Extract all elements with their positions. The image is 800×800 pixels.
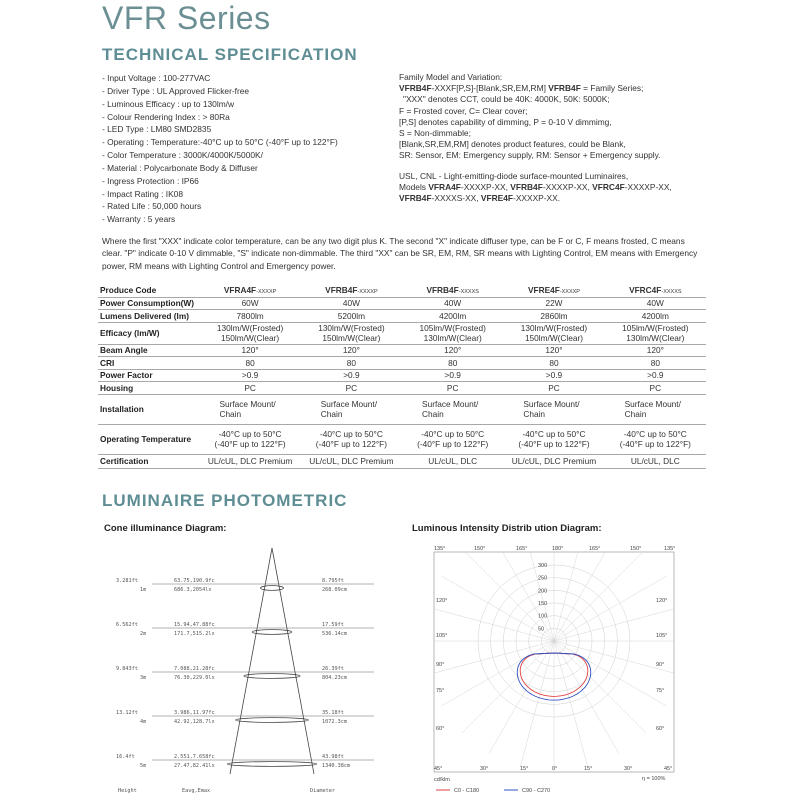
polar-radial-label: 50	[538, 626, 545, 633]
table-cell: PC	[605, 382, 706, 395]
table-cell: >0.9	[402, 369, 503, 382]
cone-illuminance-lx: 76.30,229.0lx	[174, 675, 215, 681]
cone-height-ft: 13.12ft	[116, 710, 138, 716]
polar-angle-label-left: 75°	[436, 688, 445, 694]
table-cell: 105lm/W(Frosted) 130lm/W(Clear)	[402, 322, 503, 344]
legend-c90: C90 - C270	[522, 788, 551, 794]
page-title: VFR Series	[102, 0, 271, 36]
table-cell: UL/cUL, DLC	[605, 454, 706, 468]
cone-height-m: 4m	[140, 719, 147, 725]
family-heading: Family Model and Variation:	[399, 72, 503, 82]
polar-angle-label: 180°	[552, 546, 564, 552]
cone-diameter-ft: 8.795ft	[322, 578, 344, 584]
table-cell: Surface Mount/ Chain	[503, 394, 604, 424]
spec-item: - Warranty : 5 years	[102, 214, 176, 225]
product-code: VFRA4F-XXXXP	[199, 283, 300, 297]
table-cell: >0.9	[199, 369, 300, 382]
table-cell: 130lm/W(Frosted) 150lm/W(Clear)	[301, 322, 402, 344]
family-line: S = Non-dimmable;	[399, 128, 471, 139]
table-cell: UL/cUL, DLC Premium	[503, 454, 604, 468]
table-row	[98, 344, 706, 357]
table-cell: 130lm/W(Frosted) 150lm/W(Clear)	[503, 322, 604, 344]
cone-illuminance-lx: 42.92,128.7lx	[174, 719, 215, 725]
polar-angle-label-right: 120°	[656, 598, 668, 604]
table-cell: UL/cUL, DLC Premium	[199, 454, 300, 468]
table-cell: PC	[503, 382, 604, 395]
product-code: VFRB4F-XXXXS	[402, 283, 503, 297]
cone-illuminance-fc: 2.551,7.658fc	[174, 754, 215, 760]
cone-diameter-ft: 17.59ft	[322, 622, 344, 628]
table-row	[98, 322, 706, 344]
table-cell: 40W	[301, 297, 402, 310]
polar-angle-label: 150°	[630, 546, 642, 552]
cone-illuminance-fc: 63.75,190.9fc	[174, 578, 215, 584]
table-cell: -40°C up to 50°C (-40°F up to 122°F)	[199, 424, 300, 454]
cone-diameter-cm: 804.23cm	[322, 675, 347, 681]
table-cell: Surface Mount/ Chain	[301, 394, 402, 424]
cone-diameter-ft: 35.18ft	[322, 710, 344, 716]
table-cell: PC	[301, 382, 402, 395]
cone-footer-eavg: Eavg,Emax	[182, 788, 211, 794]
row-label: Power Consumption(W)	[98, 297, 199, 310]
polar-angle-label: 165°	[516, 546, 528, 552]
spec-item: - Ingress Protection : IP66	[102, 175, 199, 186]
polar-caption: Luminous Intensity Distrib ution Diagram:	[412, 523, 602, 534]
cone-height-ft: 16.4ft	[116, 754, 135, 760]
table-cell: 40W	[605, 297, 706, 310]
table-cell: Surface Mount/ Chain	[402, 394, 503, 424]
table-cell: 105lm/W(Frosted) 130lm/W(Clear)	[605, 322, 706, 344]
row-label: Certification	[98, 454, 199, 468]
polar-radial-label: 300	[538, 563, 548, 569]
cone-illuminance-fc: 15.94,47.88fc	[174, 622, 215, 628]
family-line: Models VFRA4F-XXXXP-XX, VFRB4F-XXXXP-XX, VFRC4F-XXXXP-XX,	[399, 181, 672, 192]
table-cell: UL/cUL, DLC Premium	[301, 454, 402, 468]
polar-angle-label: 30°	[624, 766, 633, 772]
table-cell: -40°C up to 50°C (-40°F up to 122°F)	[605, 424, 706, 454]
polar-angle-label: 165°	[589, 546, 601, 552]
table-cell: 80	[402, 357, 503, 370]
table-cell: UL/cUL, DLC	[402, 454, 503, 468]
table-cell: 5200lm	[301, 310, 402, 323]
row-label: Operating Temperature	[98, 424, 199, 454]
table-header-row	[98, 283, 706, 297]
family-line: [P,S] denotes capability of dimming, P = 0-10 V dimmimg,	[399, 116, 612, 127]
spec-item: - Impact Rating : IK08	[102, 188, 183, 199]
legend-c0: C0 - C180	[454, 788, 480, 794]
polar-angle-label: 30°	[480, 766, 489, 772]
cone-height-m: 3m	[140, 675, 147, 681]
table-row	[98, 382, 706, 395]
table-cell: 80	[605, 357, 706, 370]
polar-angle-label: 135°	[664, 546, 676, 552]
spec-item: - Material : Polycarbonate Body & Diffuser	[102, 162, 258, 173]
photometric-heading: LUMINAIRE PHOTOMETRIC	[102, 491, 348, 510]
polar-unit: cd/klm	[434, 777, 450, 783]
table-cell: PC	[199, 382, 300, 395]
polar-angle-label-right: 105°	[656, 633, 668, 639]
table-cell: 40W	[402, 297, 503, 310]
table-cell: 60W	[199, 297, 300, 310]
row-label: Lumens Delivered (lm)	[98, 310, 199, 323]
table-cell: 80	[199, 357, 300, 370]
table-cell: 7800lm	[199, 310, 300, 323]
luminous-intensity-polar-diagram	[424, 542, 684, 798]
table-cell: Surface Mount/ Chain	[605, 394, 706, 424]
table-cell: 120°	[605, 344, 706, 357]
row-label: Housing	[98, 382, 199, 395]
cone-edge-left	[230, 548, 272, 774]
cone-height-m: 1m	[140, 587, 147, 593]
spec-item: - Driver Type : UL Approved Flicker-free	[102, 85, 250, 96]
table-cell: 22W	[503, 297, 604, 310]
row-label: CRI	[98, 357, 199, 370]
family-line: "XXX" denotes CCT, could be 40K: 4000K, 50K: 5000K;	[403, 94, 610, 105]
row-label: Beam Angle	[98, 344, 199, 357]
cone-ellipse	[261, 586, 284, 591]
product-spec-table	[98, 283, 706, 469]
polar-angle-label: 15°	[520, 766, 529, 772]
cone-height-ft: 3.281ft	[116, 578, 138, 584]
table-row	[98, 310, 706, 323]
table-cell: Surface Mount/ Chain	[199, 394, 300, 424]
polar-angle-label-left: 60°	[436, 726, 445, 732]
table-cell: 4200lm	[402, 310, 503, 323]
family-line: [Blank,SR,EM,RM] denotes product features, could be Blank,	[399, 139, 626, 150]
cone-illuminance-fc: 3.986,11.97fc	[174, 710, 215, 716]
cone-illuminance-fc: 7.088,21.28fc	[174, 666, 215, 672]
cone-ellipse	[227, 762, 316, 767]
row-label: Installation	[98, 394, 199, 424]
table-cell: 120°	[402, 344, 503, 357]
polar-angle-label: 0°	[552, 766, 558, 772]
cone-height-m: 5m	[140, 763, 147, 769]
table-cell: 120°	[301, 344, 402, 357]
cone-height-ft: 9.843ft	[116, 666, 138, 672]
cone-diameter-ft: 43.98ft	[322, 754, 344, 760]
table-cell: PC	[402, 382, 503, 395]
table-cell: 130lm/W(Frosted) 150lm/W(Clear)	[199, 322, 300, 344]
cone-diameter-cm: 1072.3cm	[322, 719, 347, 725]
polar-radial-label: 150	[538, 601, 548, 607]
cone-height-ft: 6.562ft	[116, 622, 138, 628]
spec-list	[102, 72, 392, 226]
product-code: VFRB4F-XXXXP	[301, 283, 402, 297]
table-row	[98, 454, 706, 468]
technical-spec-heading: TECHNICAL SPECIFICATION	[102, 45, 358, 64]
table-cell: -40°C up to 50°C (-40°F up to 122°F)	[402, 424, 503, 454]
polar-angle-label: 15°	[584, 766, 593, 772]
family-line: VFRB4F-XXXXS-XX, VFRE4F-XXXXP-XX.	[399, 193, 561, 204]
table-cell: 120°	[199, 344, 300, 357]
polar-angle-label: 45°	[664, 766, 673, 772]
table-cell: >0.9	[605, 369, 706, 382]
family-line: USL, CNL - Light-emitting-diode surface-mounted Luminaires,	[399, 170, 629, 181]
cone-footer-diameter: Diameter	[310, 788, 335, 794]
cone-height-m: 2m	[140, 631, 147, 637]
table-cell: 80	[503, 357, 604, 370]
polar-angle-label-right: 75°	[656, 688, 665, 694]
table-row	[98, 357, 706, 370]
table-cell: -40°C up to 50°C (-40°F up to 122°F)	[301, 424, 402, 454]
table-cell: -40°C up to 50°C (-40°F up to 122°F)	[503, 424, 604, 454]
product-code: VFRE4F-XXXXP	[503, 283, 604, 297]
cone-ellipse	[236, 718, 309, 723]
polar-radial-label: 200	[538, 588, 548, 595]
polar-angle-label-left: 90°	[436, 662, 445, 668]
table-cell: >0.9	[503, 369, 604, 382]
cone-illuminance-lx: 686.3,2054lx	[174, 587, 212, 593]
cone-illuminance-lx: 27.47,82.41lx	[174, 763, 215, 769]
family-model-block	[399, 72, 699, 204]
cone-caption: Cone illuminance Diagram:	[104, 523, 227, 534]
spec-item: - Input Voltage : 100-277VAC	[102, 73, 211, 83]
row-label: Efficacy (lm/W)	[98, 322, 199, 344]
polar-radial-label: 250	[538, 575, 548, 582]
table-row	[98, 297, 706, 310]
polar-angle-label-right: 60°	[656, 726, 665, 732]
cone-illuminance-diagram	[112, 546, 382, 796]
polar-angle-label: 150°	[474, 546, 486, 552]
cone-diameter-cm: 536.14cm	[322, 631, 347, 637]
family-line: F = Frosted cover, C= Clear cover;	[399, 105, 528, 116]
polar-angle-label: 135°	[434, 546, 446, 552]
cone-diameter-cm: 1340.38cm	[322, 763, 351, 769]
table-cell: 120°	[503, 344, 604, 357]
spec-item: - Color Temperature : 3000K/4000K/5000K/	[102, 150, 263, 161]
spec-item: - Rated Life : 50,000 hours	[102, 201, 202, 212]
polar-angle-label: 45°	[434, 766, 443, 772]
table-cell: >0.9	[301, 369, 402, 382]
polar-radial-label: 100	[538, 613, 548, 620]
polar-angle-label-right: 90°	[656, 662, 665, 668]
spec-item: - Operating : Temperature:-40°C up to 50°C (-40°F up to 122°F)	[102, 137, 338, 148]
table-row	[98, 394, 706, 424]
spec-item: - LED Type : LM80 SMD2835	[102, 124, 212, 135]
polar-ratio: η = 100%	[642, 776, 666, 782]
spec-item: - Colour Rendering Index : > 80Ra	[102, 111, 230, 122]
table-cell: 4200lm	[605, 310, 706, 323]
cone-illuminance-lx: 171.7,515.2lx	[174, 631, 215, 637]
table-row	[98, 424, 706, 454]
cone-ellipse	[244, 674, 300, 679]
polar-angle-label-left: 105°	[436, 633, 448, 639]
table-cell: 2860lm	[503, 310, 604, 323]
family-line: VFRB4F-XXXF[P,S]-[Blank,SR,EM,RM] VFRB4F = Family Series;	[399, 83, 644, 94]
variation-paragraph: Where the first "XXX" indicate color temperature, can be any two digit plus K. The second "X" indicate diffuser type, can be F or C, F means frosted, C means clear. "P" indicate 0-10 V dimmable, "S" indicate non-dimmable. The third "XX" can be SR, EM, RM, SR means with Lighting Control, EM means with Emergency power, RM means with Lighting Control and Emergency power.	[102, 236, 698, 271]
cone-edge-right	[272, 548, 314, 774]
cone-diameter-cm: 268.09cm	[322, 587, 347, 593]
table-cell: 80	[301, 357, 402, 370]
spec-item: - Luminous Efficacy : up to 130lm/w	[102, 98, 235, 109]
cone-footer-height: Height	[118, 788, 137, 794]
row-label: Power Factor	[98, 369, 199, 382]
polar-angle-label-left: 120°	[436, 598, 448, 604]
table-header-label: Produce Code	[98, 283, 199, 297]
family-line: SR: Sensor, EM: Emergency supply, RM: Sensor + Emergency supply.	[399, 150, 661, 161]
cone-diameter-ft: 26.39ft	[322, 666, 344, 672]
table-row	[98, 369, 706, 382]
cone-ellipse	[252, 630, 292, 635]
product-code: VFRC4F-XXXXS	[605, 283, 706, 297]
